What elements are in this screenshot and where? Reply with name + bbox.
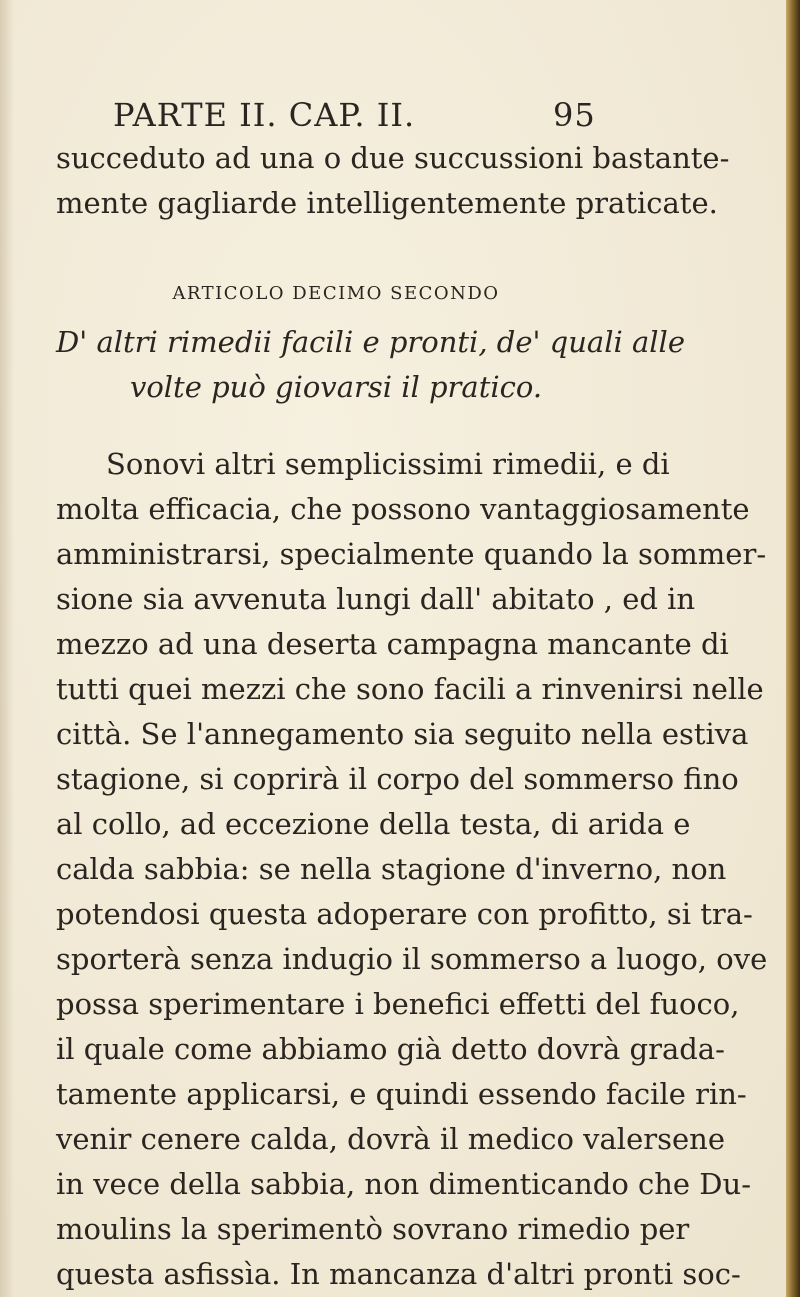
text-line: in vece della sabbia, non dimenticando che Du-: [56, 1167, 752, 1201]
text-line: succeduto ad una o due succussioni bastante-: [56, 141, 730, 175]
body-paragraph: [56, 442, 768, 1297]
title-line: volte può giovarsi il pratico.: [129, 370, 543, 404]
text-line: stagione, si coprirà il corpo del sommerso fino: [56, 762, 739, 796]
title-line: D' altri rimedii facili e pronti, de' quali alle: [56, 325, 685, 359]
article-title: [56, 320, 685, 410]
text-line: potendosi questa adoperare con profitto, si tra-: [56, 897, 753, 931]
text-line: molta efficacia, che possono vantaggiosamente: [56, 492, 750, 526]
text-line: mezzo ad una deserta campagna mancante di: [56, 627, 729, 661]
text-line: tamente applicarsi, e quindi essendo facile rin-: [56, 1077, 747, 1111]
article-heading: ARTICOLO DECIMO SECONDO: [172, 283, 500, 304]
text-line: al collo, ad eccezione della testa, di arida e: [56, 807, 691, 841]
text-line: venir cenere calda, dovrà il medico valersene: [56, 1122, 725, 1156]
intro-paragraph: [56, 136, 730, 226]
running-title: PARTE II. CAP. II.: [113, 96, 416, 134]
text-line: possa sperimentare i benefici effetti del fuoco,: [56, 987, 740, 1021]
text-line: il quale come abbiamo già detto dovrà grada-: [56, 1032, 725, 1066]
text-line: tutti quei mezzi che sono facili a rinvenirsi nelle: [56, 672, 764, 706]
text-line: calda sabbia: se nella stagione d'inverno, non: [56, 852, 727, 886]
gutter-shadow: [0, 0, 14, 1297]
text-line: questa asfissìa. In mancanza d'altri pronti soc-: [56, 1257, 741, 1291]
text-line: mente gagliarde intelligentemente praticate.: [56, 186, 718, 220]
page-number: 95: [553, 96, 596, 134]
text-line: sporterà senza indugio il sommerso a luogo, ove: [56, 942, 768, 976]
text-line: amministrarsi, specialmente quando la sommer-: [56, 537, 767, 571]
text-line: sione sia avvenuta lungi dall' abitato , ed in: [56, 582, 696, 616]
page-edge: [786, 0, 800, 1297]
running-head: [113, 96, 633, 134]
text-line: moulins la sperimentò sovrano rimedio per: [56, 1212, 690, 1246]
text-line: città. Se l'annegamento sia seguito nella estiva: [56, 717, 749, 751]
text-line: Sonovi altri semplicissimi rimedii, e di: [106, 447, 670, 481]
